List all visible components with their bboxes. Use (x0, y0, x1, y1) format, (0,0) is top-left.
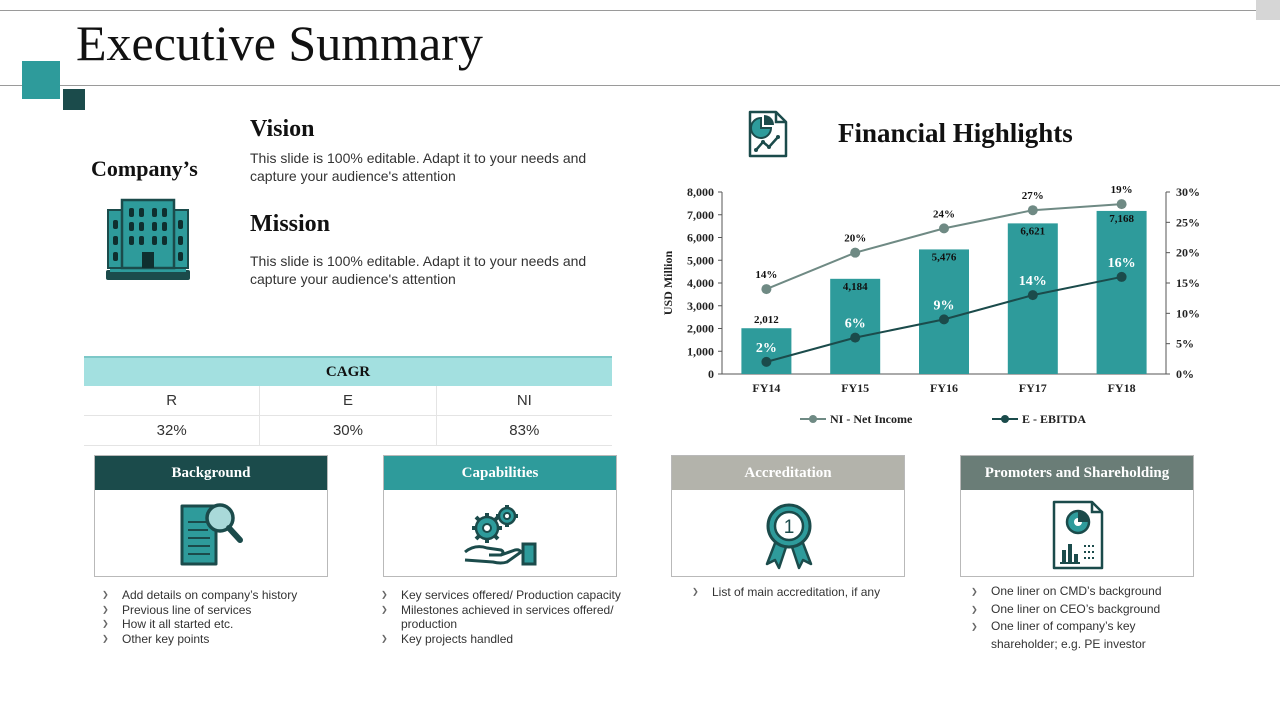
y2-tick-label: 5% (1176, 336, 1194, 351)
y-tick-label: 7,000 (687, 207, 714, 222)
list-item: ❯ List of main accreditation, if any (688, 585, 948, 600)
promoters-card (960, 455, 1194, 577)
series-point (850, 248, 860, 258)
list-item: ❯ Add details on company’s history (98, 588, 358, 603)
y2-tick-label: 0% (1176, 367, 1194, 381)
cagr-column-label: R (84, 386, 260, 415)
series-point (761, 284, 771, 294)
y-tick-label: 3,000 (687, 298, 714, 313)
y2-tick-label: 25% (1176, 215, 1200, 230)
x-tick-label: FY15 (841, 381, 870, 395)
list-item: ❯ One liner of company’s key shareholder; e.g. PE investor (967, 618, 1187, 653)
corner-decoration (1256, 0, 1280, 20)
bar-data-label: 4,184 (842, 280, 868, 293)
series-point (1028, 205, 1038, 215)
y-tick-label: 2,000 (687, 321, 714, 336)
award-ribbon-icon (749, 500, 829, 570)
promoters-bullets (967, 583, 1187, 653)
list-item: ❯ Milestones achieved in services offered/ production (377, 603, 617, 632)
line-data-label: 16% (1107, 255, 1136, 271)
capabilities-bullets (377, 588, 637, 646)
line-data-label: 14% (1018, 274, 1047, 290)
financial-chart (650, 178, 1210, 434)
cagr-header: CAGR (84, 356, 612, 386)
x-tick-label: FY16 (930, 381, 958, 395)
series-point (1117, 199, 1127, 209)
gears-hand-icon (461, 500, 541, 570)
series-point (761, 357, 771, 367)
y-axis-title: USD Million (661, 250, 675, 316)
pie-chart-document-icon (742, 110, 790, 158)
line-data-label: 20% (844, 232, 867, 245)
cagr-column-label: E (260, 386, 436, 415)
cagr-table (84, 356, 612, 446)
series-point (939, 223, 949, 233)
cagr-value: 32% (84, 416, 260, 445)
line-data-label: 2% (755, 340, 777, 356)
y2-tick-label: 30% (1176, 185, 1200, 199)
title-rule (0, 85, 1280, 86)
accent-square-large (22, 61, 60, 99)
accreditation-bullets (688, 585, 948, 600)
award-badge-number: 1 (783, 517, 795, 538)
y-tick-label: 8,000 (687, 185, 714, 199)
series-point (1028, 290, 1038, 300)
bar-data-label: 7,168 (1109, 212, 1134, 225)
cagr-value-row (84, 416, 612, 446)
legend-label: NI - Net Income (830, 412, 913, 426)
page-title: Executive Summary (76, 15, 483, 71)
vision-title: Vision (250, 116, 315, 142)
vision-text: This slide is 100% editable. Adapt it to your needs and capture your audience's attention (250, 150, 587, 184)
list-item: ❯ Previous line of services (98, 603, 358, 618)
background-card (94, 455, 328, 577)
cagr-column-label: NI (516, 392, 532, 409)
mission-title: Mission (250, 211, 331, 237)
accreditation-card-title: Accreditation (672, 456, 904, 490)
list-item: ❯ Key services offered/ Production capacity (377, 588, 637, 603)
list-item: ❯ Key projects handled (377, 632, 637, 647)
bar-data-label: 6,621 (1020, 225, 1046, 238)
y-tick-label: 6,000 (687, 230, 714, 245)
line-data-label: 14% (755, 269, 778, 282)
bar-data-label: 2,012 (754, 314, 779, 327)
background-bullets (98, 588, 358, 646)
cagr-label-row (84, 386, 612, 416)
line-data-label: 24% (933, 208, 955, 221)
financial-highlights-title: Financial Highlights (838, 118, 1073, 148)
legend-swatch-point (809, 415, 817, 423)
top-rule (0, 10, 1256, 11)
list-item: ❯ Other key points (98, 632, 358, 647)
cagr-value: 83% (509, 422, 540, 439)
background-card-title: Background (95, 456, 327, 490)
legend-swatch-point (1001, 415, 1009, 423)
mission-text: This slide is 100% editable. Adapt it to your needs and capture your audience's attention (250, 253, 587, 287)
promoters-card-title: Promoters and Shareholding (961, 456, 1193, 490)
x-tick-label: FY18 (1107, 381, 1136, 395)
list-item: ❯ How it all started etc. (98, 617, 358, 632)
company-label: Company’s (91, 156, 198, 181)
legend-label: E - EBITDA (1022, 412, 1087, 426)
y2-tick-label: 10% (1176, 306, 1200, 321)
list-item: ❯ One liner on CEO’s background (967, 601, 1187, 619)
series-point (850, 333, 860, 343)
capabilities-card (383, 455, 617, 577)
x-tick-label: FY14 (752, 381, 781, 395)
list-item: ❯ One liner on CMD’s background (967, 583, 1187, 601)
y2-tick-label: 20% (1176, 245, 1200, 260)
y-tick-label: 4,000 (687, 276, 714, 290)
document-search-icon (172, 500, 252, 570)
y2-tick-label: 15% (1176, 276, 1200, 290)
y-tick-label: 0 (708, 367, 714, 381)
accent-square-small (63, 89, 85, 110)
accreditation-card (671, 455, 905, 577)
series-point (1117, 272, 1127, 282)
line-data-label: 19% (1110, 184, 1133, 197)
line-data-label: 6% (844, 316, 866, 332)
report-chart-icon (1038, 500, 1118, 570)
series-point (939, 314, 949, 324)
y-tick-label: 5,000 (687, 253, 714, 268)
building-icon (104, 196, 192, 284)
bar (1097, 211, 1147, 374)
line-data-label: 9% (933, 298, 955, 314)
y-tick-label: 1,000 (687, 344, 714, 359)
chart-bars (741, 211, 1146, 374)
x-tick-label: FY17 (1018, 381, 1047, 395)
bar-data-label: 5,476 (931, 251, 957, 264)
capabilities-card-title: Capabilities (384, 456, 616, 490)
cagr-value: 30% (260, 416, 436, 445)
line-data-label: 27% (1021, 190, 1044, 203)
